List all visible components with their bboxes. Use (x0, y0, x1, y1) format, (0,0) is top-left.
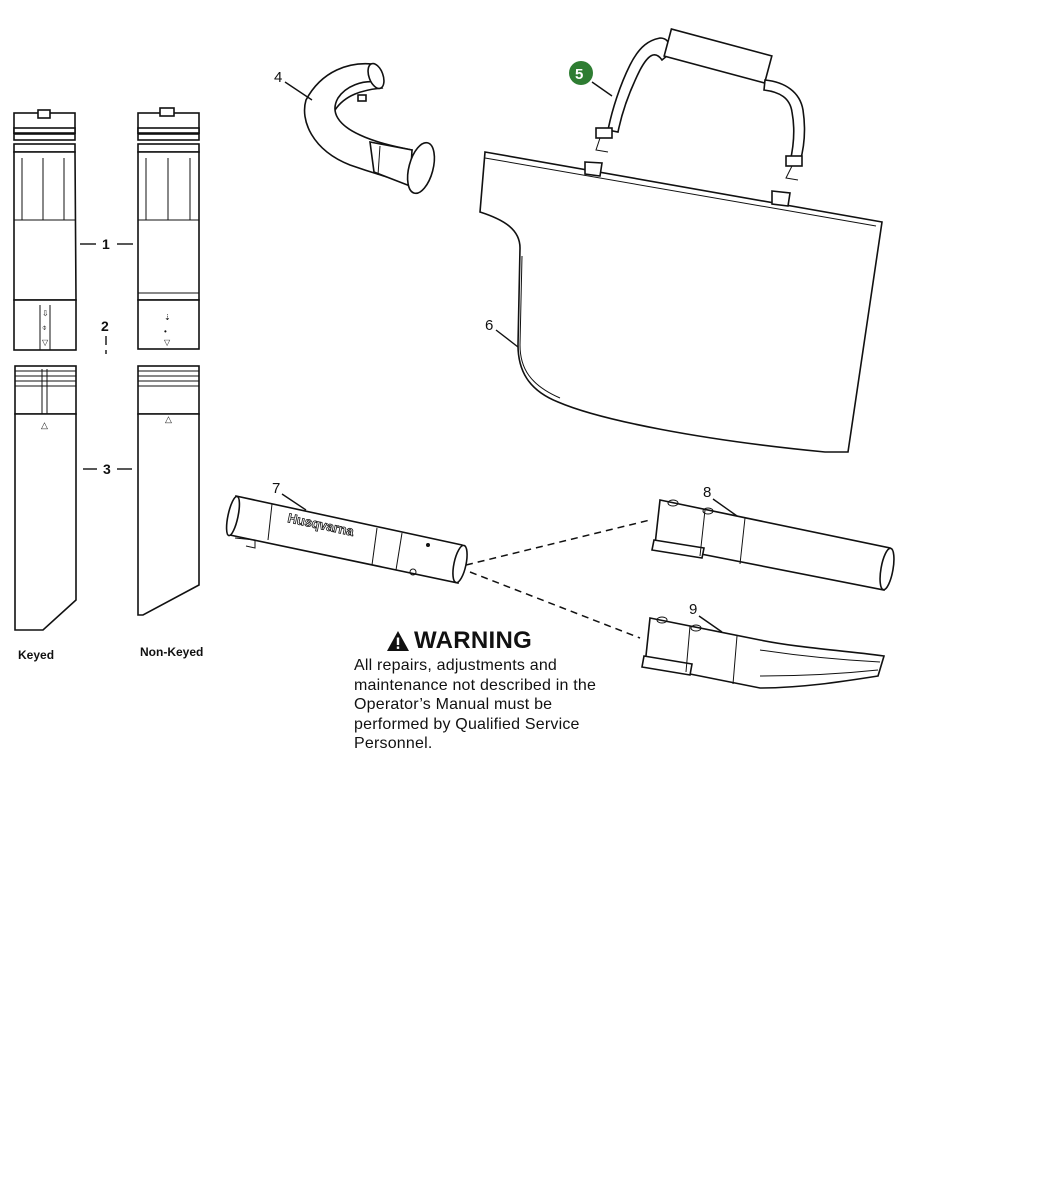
svg-text:▽: ▽ (42, 338, 49, 347)
callout-7-label: 7 (272, 480, 281, 497)
svg-text:⇩: ⇩ (42, 309, 49, 318)
callout-2 (101, 318, 109, 354)
svg-text:△: △ (165, 414, 172, 424)
callout-1 (80, 236, 133, 252)
callout-5 (569, 61, 612, 96)
elbow-part (305, 61, 440, 196)
svg-text:△: △ (41, 420, 48, 430)
non-keyed-tube-assembly (138, 108, 199, 615)
callout-6 (485, 317, 518, 347)
callout-4-label: 4 (274, 69, 283, 86)
warning-title (354, 627, 624, 655)
keyed-tube-assembly (14, 110, 76, 630)
caption-keyed: Keyed (18, 648, 55, 662)
warning-triangle-icon (386, 630, 410, 652)
callout-5-label: 5 (575, 66, 584, 83)
callout-3-label: 3 (103, 461, 111, 477)
svg-text:⌽: ⌽ (42, 323, 47, 332)
flat-nozzle-part (642, 617, 884, 688)
blower-tube-part (224, 495, 470, 583)
straight-nozzle-part (652, 500, 897, 591)
callout-6-label: 6 (485, 317, 494, 334)
callout-4 (274, 69, 312, 100)
connector-line-8 (466, 520, 650, 565)
bag-part (480, 152, 882, 452)
callout-3 (83, 461, 132, 477)
callout-2-label: 2 (101, 318, 109, 334)
callout-1-label: 1 (102, 236, 110, 252)
tube-brand-label: Husqvarna (286, 510, 356, 539)
caption-non-keyed: Non-Keyed (140, 645, 204, 659)
warning-title-text: WARNING (414, 627, 533, 654)
svg-text:⇣: ⇣ (164, 313, 171, 322)
callout-9-label: 9 (689, 601, 698, 618)
svg-text:•: • (164, 327, 167, 336)
warning-notice (354, 627, 624, 754)
warning-body-text: All repairs, adjustments and maintenance not described in the Operator’s Manual must be performed by Qualified Service Personnel. (354, 657, 597, 753)
strap-part (596, 29, 804, 180)
callout-8-label: 8 (703, 484, 712, 501)
svg-text:▽: ▽ (164, 338, 171, 347)
